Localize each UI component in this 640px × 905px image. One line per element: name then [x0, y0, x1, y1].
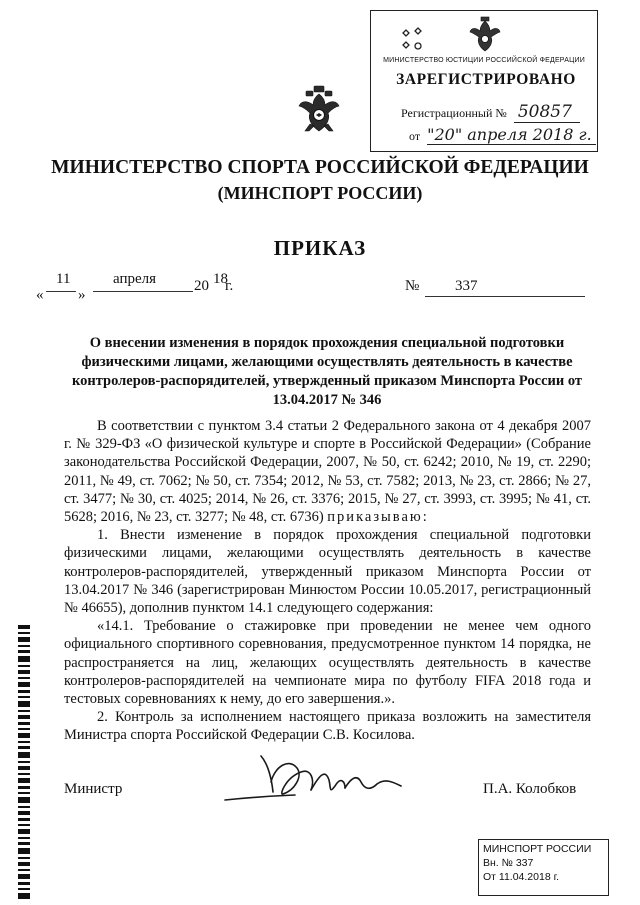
- stamp-ministry-line: МИНИСТЕРСТВО ЮСТИЦИИ РОССИЙСКОЙ ФЕДЕРАЦИИ: [383, 57, 585, 64]
- month-underline: [93, 290, 193, 292]
- year-prefix: 20: [194, 278, 209, 294]
- incoming-stamp-org: МИНСПОРТ РОССИИ: [483, 843, 592, 855]
- order-heading: О внесении изменения в порядок прохождения специальной подготовки физическими лицами, желающими осуществлять деятельность в качестве контролеров-распорядителей, утвержденный приказом Минспорта России от 13.04.2017 № 346: [71, 335, 583, 408]
- stamp-date-line: [409, 125, 596, 144]
- stamp-date-value: "20" апреля 2018 г.: [427, 125, 596, 145]
- date-quote-open: «: [36, 287, 44, 303]
- registration-stamp: [370, 10, 598, 152]
- small-emblems-icon: [399, 21, 429, 55]
- stamp-date-prefix: от: [409, 129, 421, 143]
- preamble-text: В соответствии с пунктом 3.4 статьи 2 Федерального закона от 4 декабря 2007 г. № 329-ФЗ «О физической культуре и спорте в Российской Федерации» (Собрание законодательства Российской Федерации, 2007, № 50, ст. 6242; 2010, № 19, ст. 2290; 2011, № 49, ст. 7062; № 50, ст. 7354; 2012, № 53, ст. 7582; 2013, № 23, ст. 2866; № 27, ст. 3477; № 30, ст. 4025; 2014, № 26, ст. 3376; 2015, № 27, ст. 3993, ст. 3995; № 41, ст. 5628; 2016, № 23, ст. 3277; № 48, ст. 6736): [64, 418, 591, 526]
- ministry-short-name: (МИНСПОРТ РОССИИ): [217, 183, 423, 203]
- year-suffix: 18: [213, 271, 228, 287]
- date-quote-close: »: [78, 287, 86, 303]
- order-number: 337: [455, 278, 478, 294]
- document-type: ПРИКАЗ: [273, 236, 367, 260]
- incoming-stamp-date: От 11.04.2018 г.: [483, 871, 560, 883]
- incoming-stamp-number: Вн. № 337: [483, 857, 534, 869]
- order-body: [64, 417, 591, 745]
- day-underline: [46, 290, 76, 292]
- ministry-title: МИНИСТЕРСТВО СПОРТА РОССИЙСКОЙ ФЕДЕРАЦИИ: [51, 157, 589, 178]
- item-1-paragraph: 1. Внести изменение в порядок прохождения специальной подготовки физическими лицами, желающими осуществлять деятельность в качестве контролеров-распорядителей, утвержденный приказом Минспорта России от 13.04.2017 № 346 (зарегистрирован Минюстом России 10.05.2017, регистрационный № 46655), дополнив пунктом 14.1 следующего содержания:: [64, 527, 591, 617]
- order-day: 11: [56, 271, 71, 287]
- preamble-paragraph: [64, 417, 591, 526]
- order-month: апреля: [113, 271, 157, 287]
- stamp-reg-number: 50857: [514, 102, 580, 123]
- signatory-name: П.А. Колобков: [483, 781, 577, 797]
- stamp-reg-number-line: [401, 102, 580, 122]
- stamp-reg-label: Регистрационный №: [401, 106, 507, 120]
- stamp-status: ЗАРЕГИСТРИРОВАНО: [396, 71, 576, 88]
- eagle-emblem-small-icon: [467, 15, 503, 55]
- signatory-position: Министр: [64, 781, 123, 797]
- item-1-quote-paragraph: «14.1. Требование о стажировке при проведении не менее чем одного официального спортивного соревнования, предусмотренное пунктом 14 порядка, не распространяется на лиц, желающих осуществлять деятельность в качестве контролеров-распорядителей на чемпионате мира по футболу FIFA 2018 года и тестовых соревнованиях к нему, до его завершения.».: [64, 618, 591, 708]
- barcode-strip: [18, 625, 30, 900]
- incoming-stamp: [478, 839, 609, 896]
- number-label: №: [405, 278, 420, 294]
- item-2-paragraph: 2. Контроль за исполнением настоящего приказа возложить на заместителя Министра спорта Российской Федерации С.В. Косилова.: [64, 709, 591, 744]
- year-unit: г.: [225, 278, 234, 294]
- order-word: приказываю:: [327, 509, 429, 526]
- handwritten-signature: [215, 738, 420, 818]
- number-underline: [425, 295, 585, 297]
- coat-of-arms-icon: [296, 84, 342, 136]
